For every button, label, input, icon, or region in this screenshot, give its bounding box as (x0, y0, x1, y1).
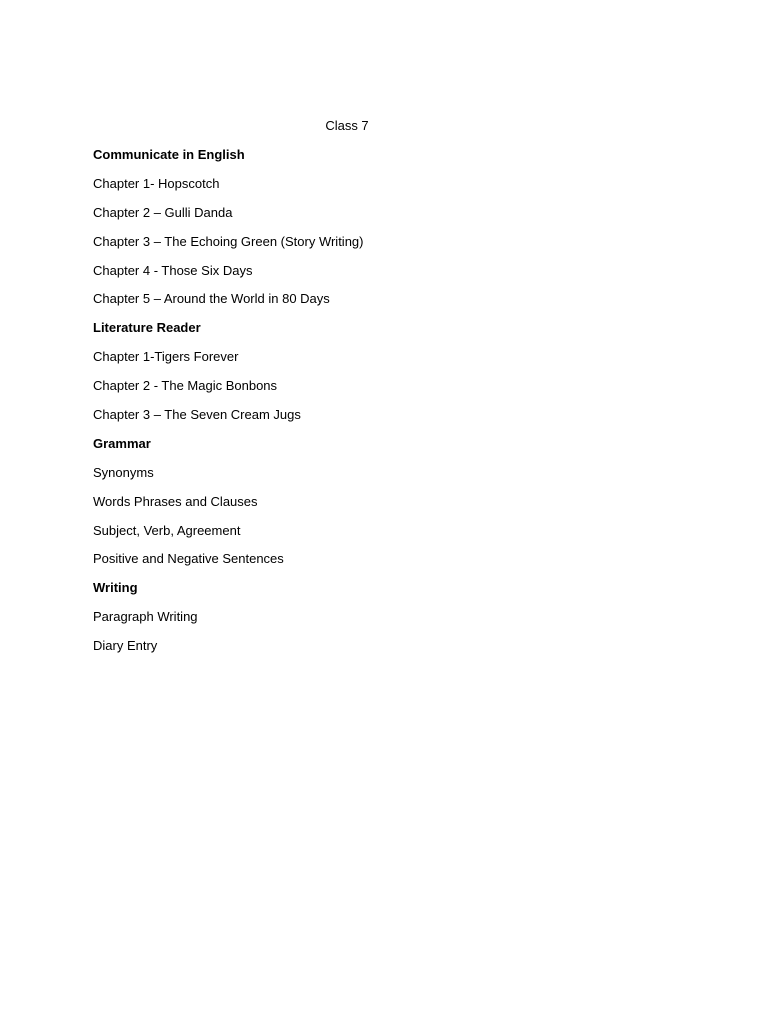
list-item: Chapter 2 – Gulli Danda (93, 204, 233, 220)
list-item: Chapter 5 – Around the World in 80 Days (93, 291, 330, 307)
list-item: Positive and Negative Sentences (93, 551, 284, 567)
section-heading: Communicate in English (93, 147, 245, 162)
list-item: Diary Entry (93, 638, 158, 654)
section-heading: Grammar (93, 435, 151, 451)
list-item: Subject, Verb, Agreement (93, 522, 241, 538)
document-content (93, 146, 693, 666)
list-item: Chapter 3 – The Echoing Green (Story Writing) (93, 233, 364, 249)
section-heading: Literature Reader (93, 320, 201, 336)
list-item: Chapter 4 - Those Six Days (93, 262, 253, 278)
list-item: Chapter 1- Hopscotch (93, 175, 220, 191)
list-item: Chapter 2 - The Magic Bonbons (93, 378, 278, 394)
section-heading: Writing (93, 580, 138, 596)
list-item: Words Phrases and Clauses (93, 493, 258, 509)
list-item: Synonyms (93, 464, 154, 480)
list-item: Chapter 1-Tigers Forever (93, 349, 239, 365)
page-title: Class 7 (325, 118, 369, 133)
list-item: Paragraph Writing (93, 609, 198, 625)
list-item: Chapter 3 – The Seven Cream Jugs (93, 407, 301, 423)
